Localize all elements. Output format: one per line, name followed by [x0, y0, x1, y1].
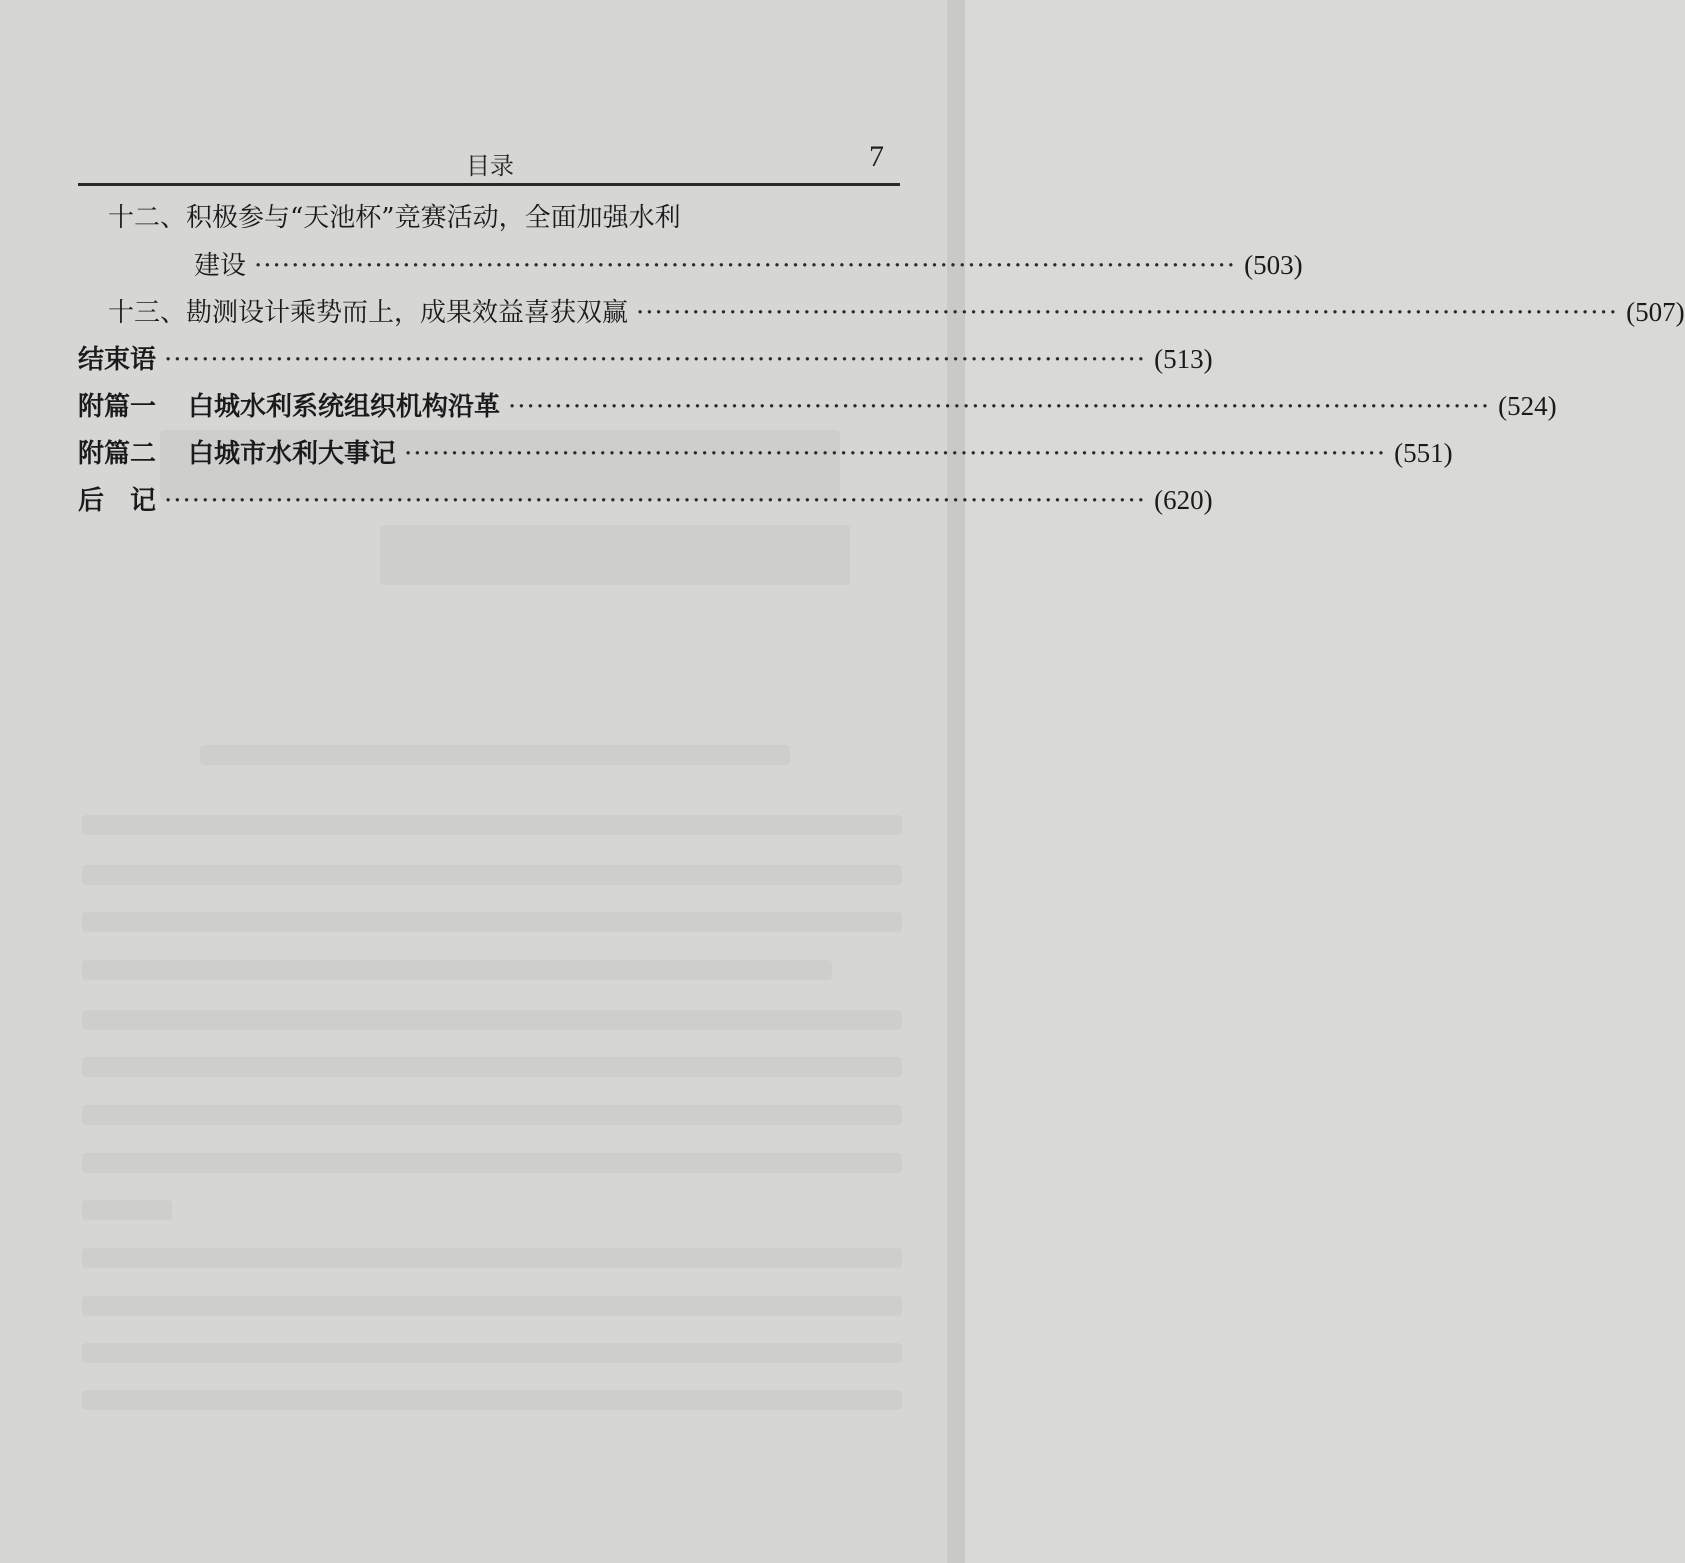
toc-entry-label: 建设	[194, 251, 247, 281]
toc-entry	[78, 195, 893, 242]
toc-entry	[78, 383, 1557, 430]
bleed-through-band	[82, 1343, 902, 1363]
leader-dots: ··········································································································	[164, 345, 1147, 375]
toc-entry	[78, 289, 1685, 336]
toc-page-ref: (503)	[1244, 250, 1303, 280]
toc-entry-label: 后 记	[78, 486, 157, 516]
page-edge	[947, 0, 965, 1563]
header-rule	[78, 183, 900, 186]
header-title: 目录	[466, 152, 514, 180]
toc-entry-prefix: 附篇二	[78, 439, 157, 469]
toc-page-ref: (507)	[1626, 297, 1685, 327]
bleed-through-band	[82, 1248, 902, 1268]
toc-entry-label: 十二、积极参与“天池杯”竞赛活动，全面加强水利	[108, 203, 681, 233]
bleed-through-band	[82, 1105, 902, 1125]
leader-dots: ··········································································································	[636, 298, 1619, 328]
running-header	[78, 138, 898, 182]
bleed-through-band	[82, 1010, 902, 1030]
bleed-through-band	[82, 1057, 902, 1077]
toc-entry-continuation	[78, 242, 1303, 289]
bleed-through-band	[82, 815, 902, 835]
toc-entry-label: 十三、勘测设计乘势而上，成果效益喜获双赢	[108, 298, 629, 328]
toc-entry	[78, 477, 1213, 524]
toc-page-ref: (620)	[1154, 485, 1213, 515]
toc-entry	[78, 336, 1213, 383]
bleed-through-band	[82, 912, 902, 932]
page-number: 7	[869, 140, 884, 173]
leader-dots: ··········································································································	[508, 392, 1491, 422]
leader-dots: ··········································································································	[254, 251, 1237, 281]
bleed-through-band	[380, 525, 850, 585]
toc-entry-label: 白城市水利大事记	[188, 439, 397, 469]
bleed-through-band	[200, 745, 790, 765]
bleed-through-band	[82, 1390, 902, 1410]
leader-dots: ··········································································································	[164, 486, 1147, 516]
leader-dots: ··········································································································	[404, 439, 1387, 469]
toc-entry-label: 结束语	[78, 345, 157, 375]
bleed-through-band	[82, 1153, 902, 1173]
toc-page-ref: (524)	[1498, 391, 1557, 421]
bleed-through-band	[82, 960, 832, 980]
toc-entry-label: 白城水利系统组织机构沿革	[188, 392, 501, 422]
toc-entry	[78, 430, 1453, 477]
toc-page-ref: (513)	[1154, 344, 1213, 374]
table-of-contents	[78, 195, 1685, 524]
toc-page-ref: (551)	[1394, 438, 1453, 468]
bleed-through-band	[82, 865, 902, 885]
bleed-through-band	[82, 1200, 172, 1220]
bleed-through-band	[82, 1296, 902, 1316]
toc-entry-prefix: 附篇一	[78, 392, 157, 422]
